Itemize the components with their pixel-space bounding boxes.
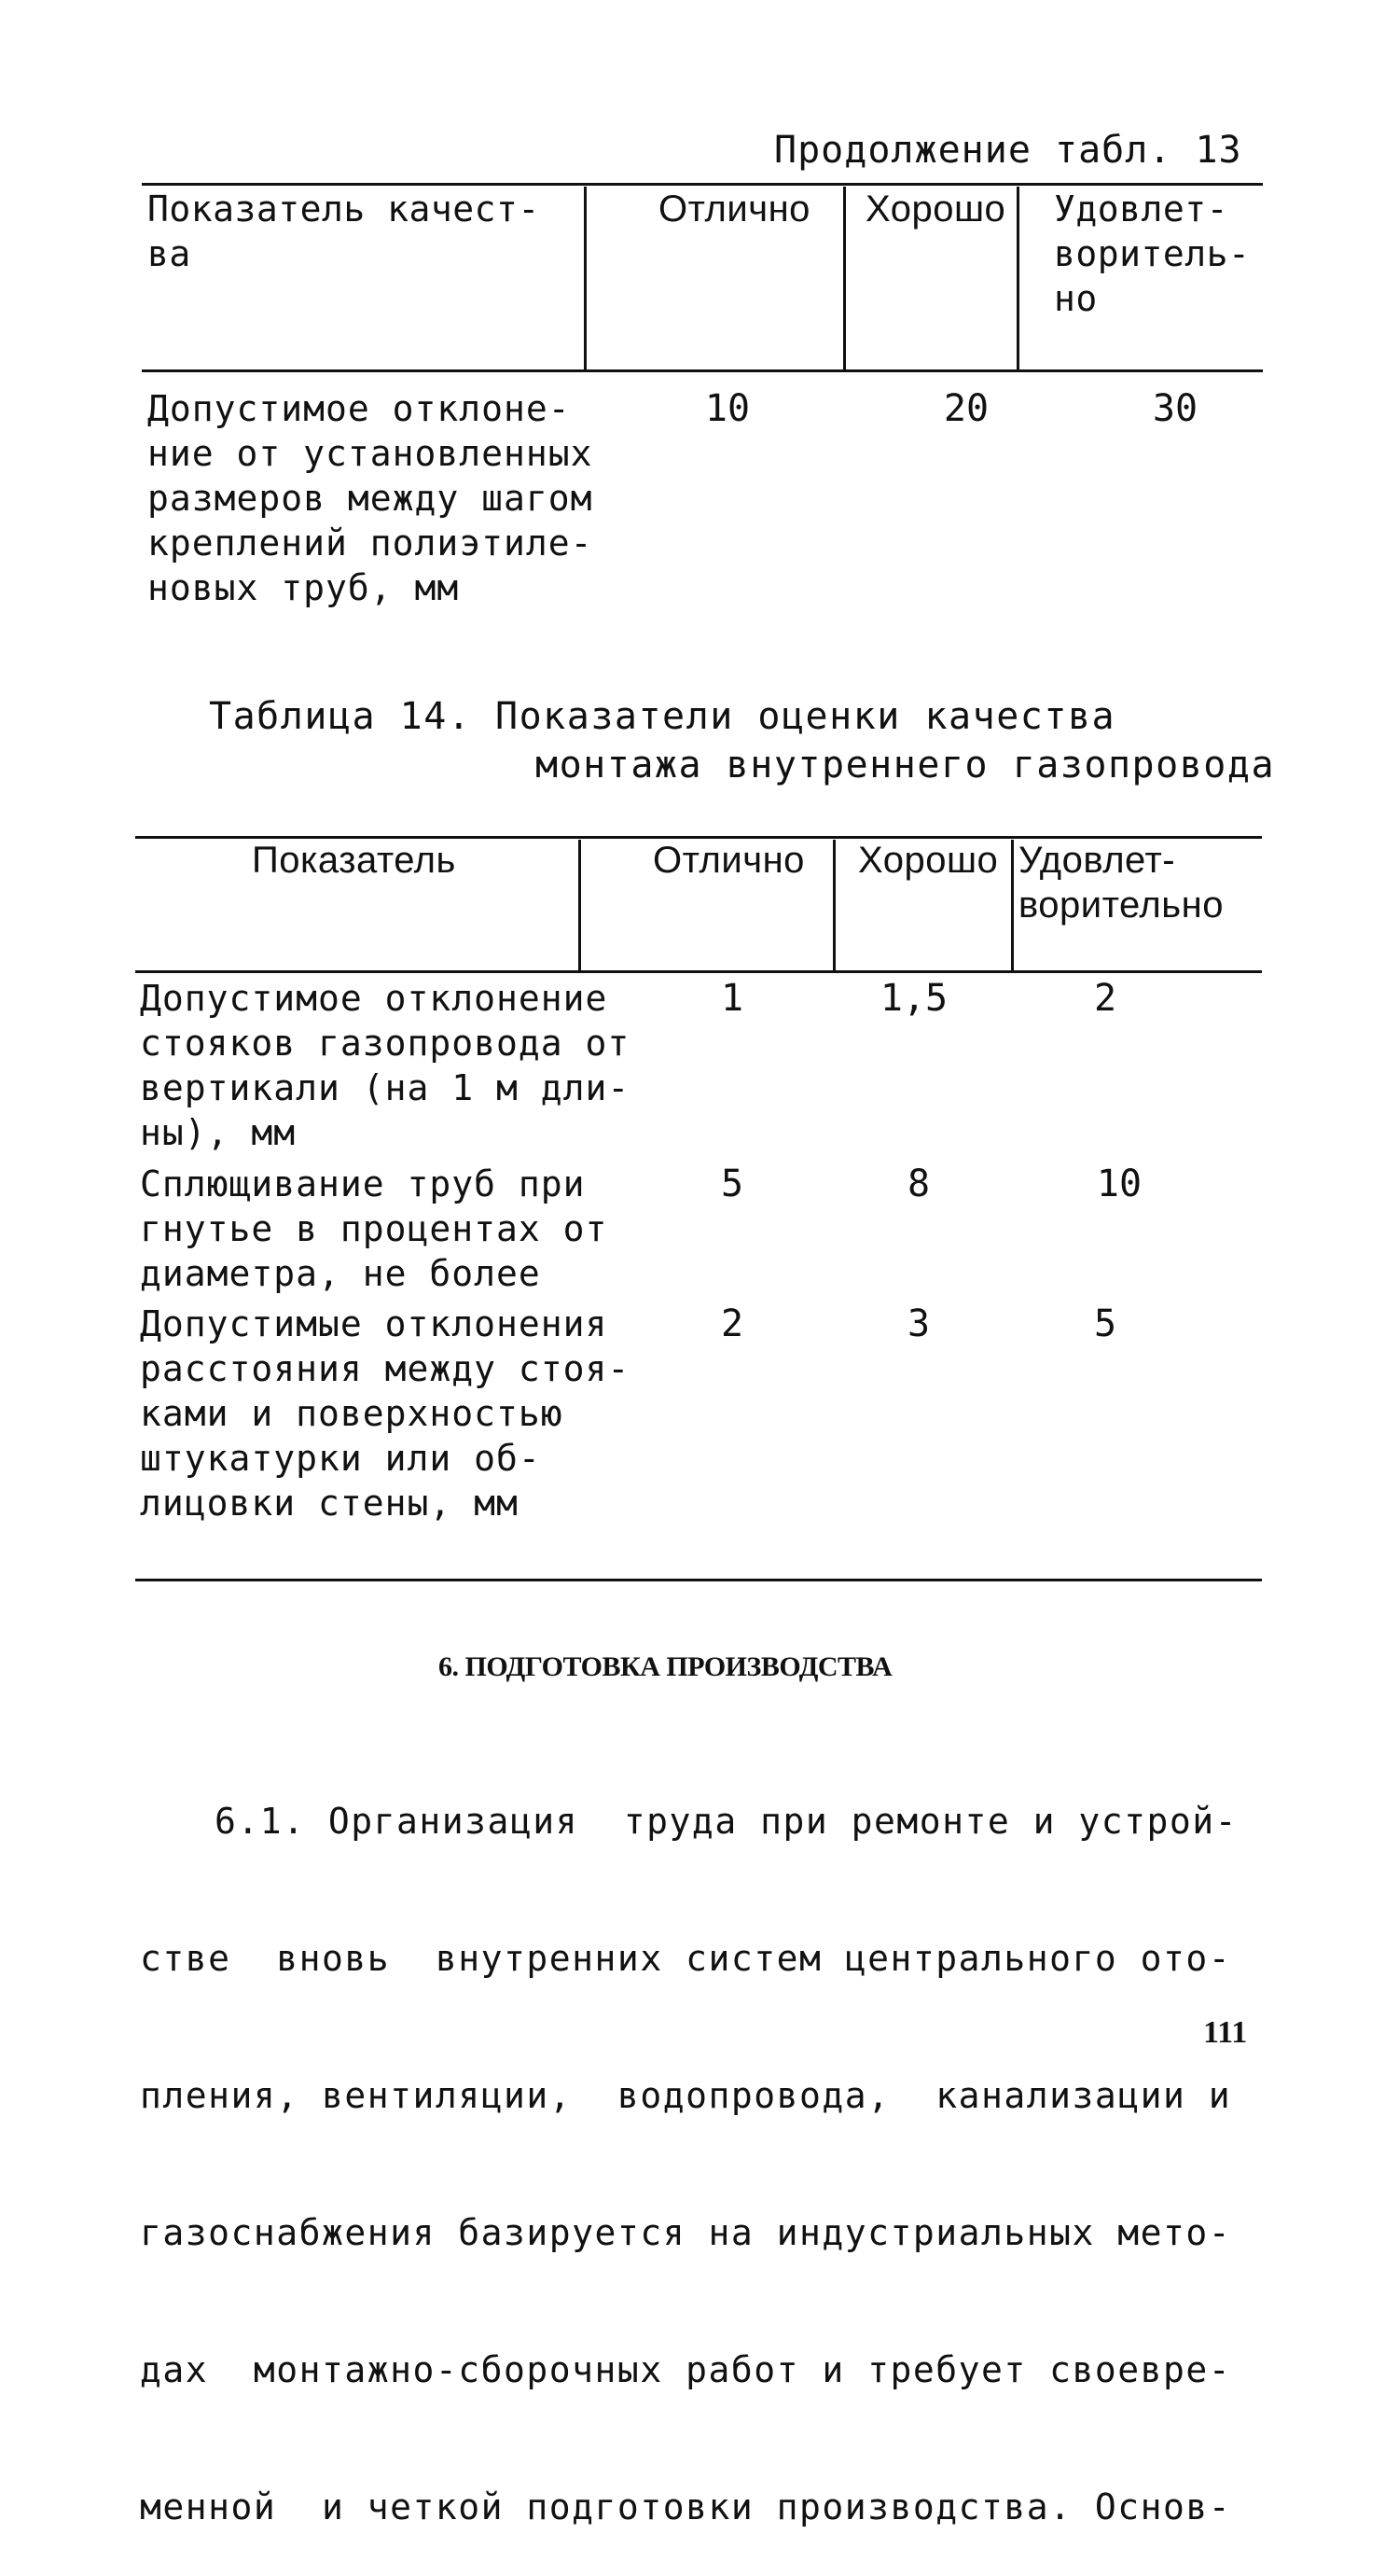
table14-header-rule xyxy=(135,970,1262,973)
top-table-col-divider-2 xyxy=(843,187,846,369)
table14-bottom-rule xyxy=(135,1579,1262,1581)
top-table-header-satisfactory: Удовлет- воритель- но xyxy=(1054,188,1251,319)
table14-col-divider-3 xyxy=(1011,840,1014,970)
table14-caption-line2: монтажа внутреннего газопровода xyxy=(535,744,1276,787)
table14-row2-satisfactory: 10 xyxy=(1096,1163,1143,1205)
table14-header-indicator: Показатель xyxy=(252,840,456,881)
top-table-top-rule xyxy=(142,183,1263,186)
table14-header-excellent: Отлично xyxy=(653,840,805,881)
top-table-header-rule xyxy=(142,369,1263,372)
table14-row3-satisfactory: 5 xyxy=(1093,1302,1117,1345)
table14-row3-indicator: Допустимые отклонения расстояния между стоя- ками и поверхностью штукатурки или об- лицовки стены, мм xyxy=(140,1303,630,1524)
table14-col-divider-2 xyxy=(833,840,836,970)
top-table-header-excellent: Отлично xyxy=(658,188,810,230)
section-title: 6. ПОДГОТОВКА ПРОИЗВОДСТВА xyxy=(438,1651,893,1682)
table14-caption-line1: Таблица 14. Показатели оценки качества xyxy=(209,695,1116,738)
table14-row1-satisfactory: 2 xyxy=(1093,977,1117,1020)
top-table-col-divider-3 xyxy=(1017,187,1019,369)
table14-header-satisfactory: Удовлет- ворительно xyxy=(1018,840,1224,926)
table14-row1-good: 1,5 xyxy=(880,977,949,1020)
table14-row1-indicator: Допустимое отклонение стояков газопровода от вертикали (на 1 м дли- ны), мм xyxy=(140,978,630,1153)
table14-row2-excellent: 5 xyxy=(720,1163,744,1205)
top-table-row-indicator: Допустимое отклоне- ние от установленных размеров между шагом креплений полиэтиле- новых труб, мм xyxy=(147,388,593,608)
page-number: 111 xyxy=(1203,2015,1248,2050)
top-table-row-good: 20 xyxy=(943,387,990,430)
section-paragraph: 6.1. Организация труда при ремонте и устрой- стве вновь внутренних систем центрального ото- пления, вентиляции, водопровода, канализации и газоснабжения базируется на индустриальных мето- дах монтажно-сборочных работ и требует своевре- менной и четкой подготовки производства. Основ- xyxy=(140,1801,1239,2527)
table14-header-good: Хорошо xyxy=(858,840,999,881)
top-table-header-good: Хорошо xyxy=(866,188,1006,230)
top-table-row-excellent: 10 xyxy=(704,387,751,430)
top-table-header-indicator: Показатель качест- ва xyxy=(147,188,540,274)
table14-row3-excellent: 2 xyxy=(720,1302,744,1345)
table14-row1-excellent: 1 xyxy=(720,977,744,1020)
table14-row2-good: 8 xyxy=(907,1163,931,1205)
table-continuation-label: Продолжение табл. 13 xyxy=(774,129,1242,172)
table14-row3-good: 3 xyxy=(907,1302,931,1345)
top-table-row-satisfactory: 30 xyxy=(1152,387,1198,430)
table14-row2-indicator: Сплющивание труб при гнутье в процентах от диаметра, не более xyxy=(140,1163,608,1294)
table14-col-divider-1 xyxy=(578,840,581,970)
top-table-col-divider-1 xyxy=(584,187,587,369)
